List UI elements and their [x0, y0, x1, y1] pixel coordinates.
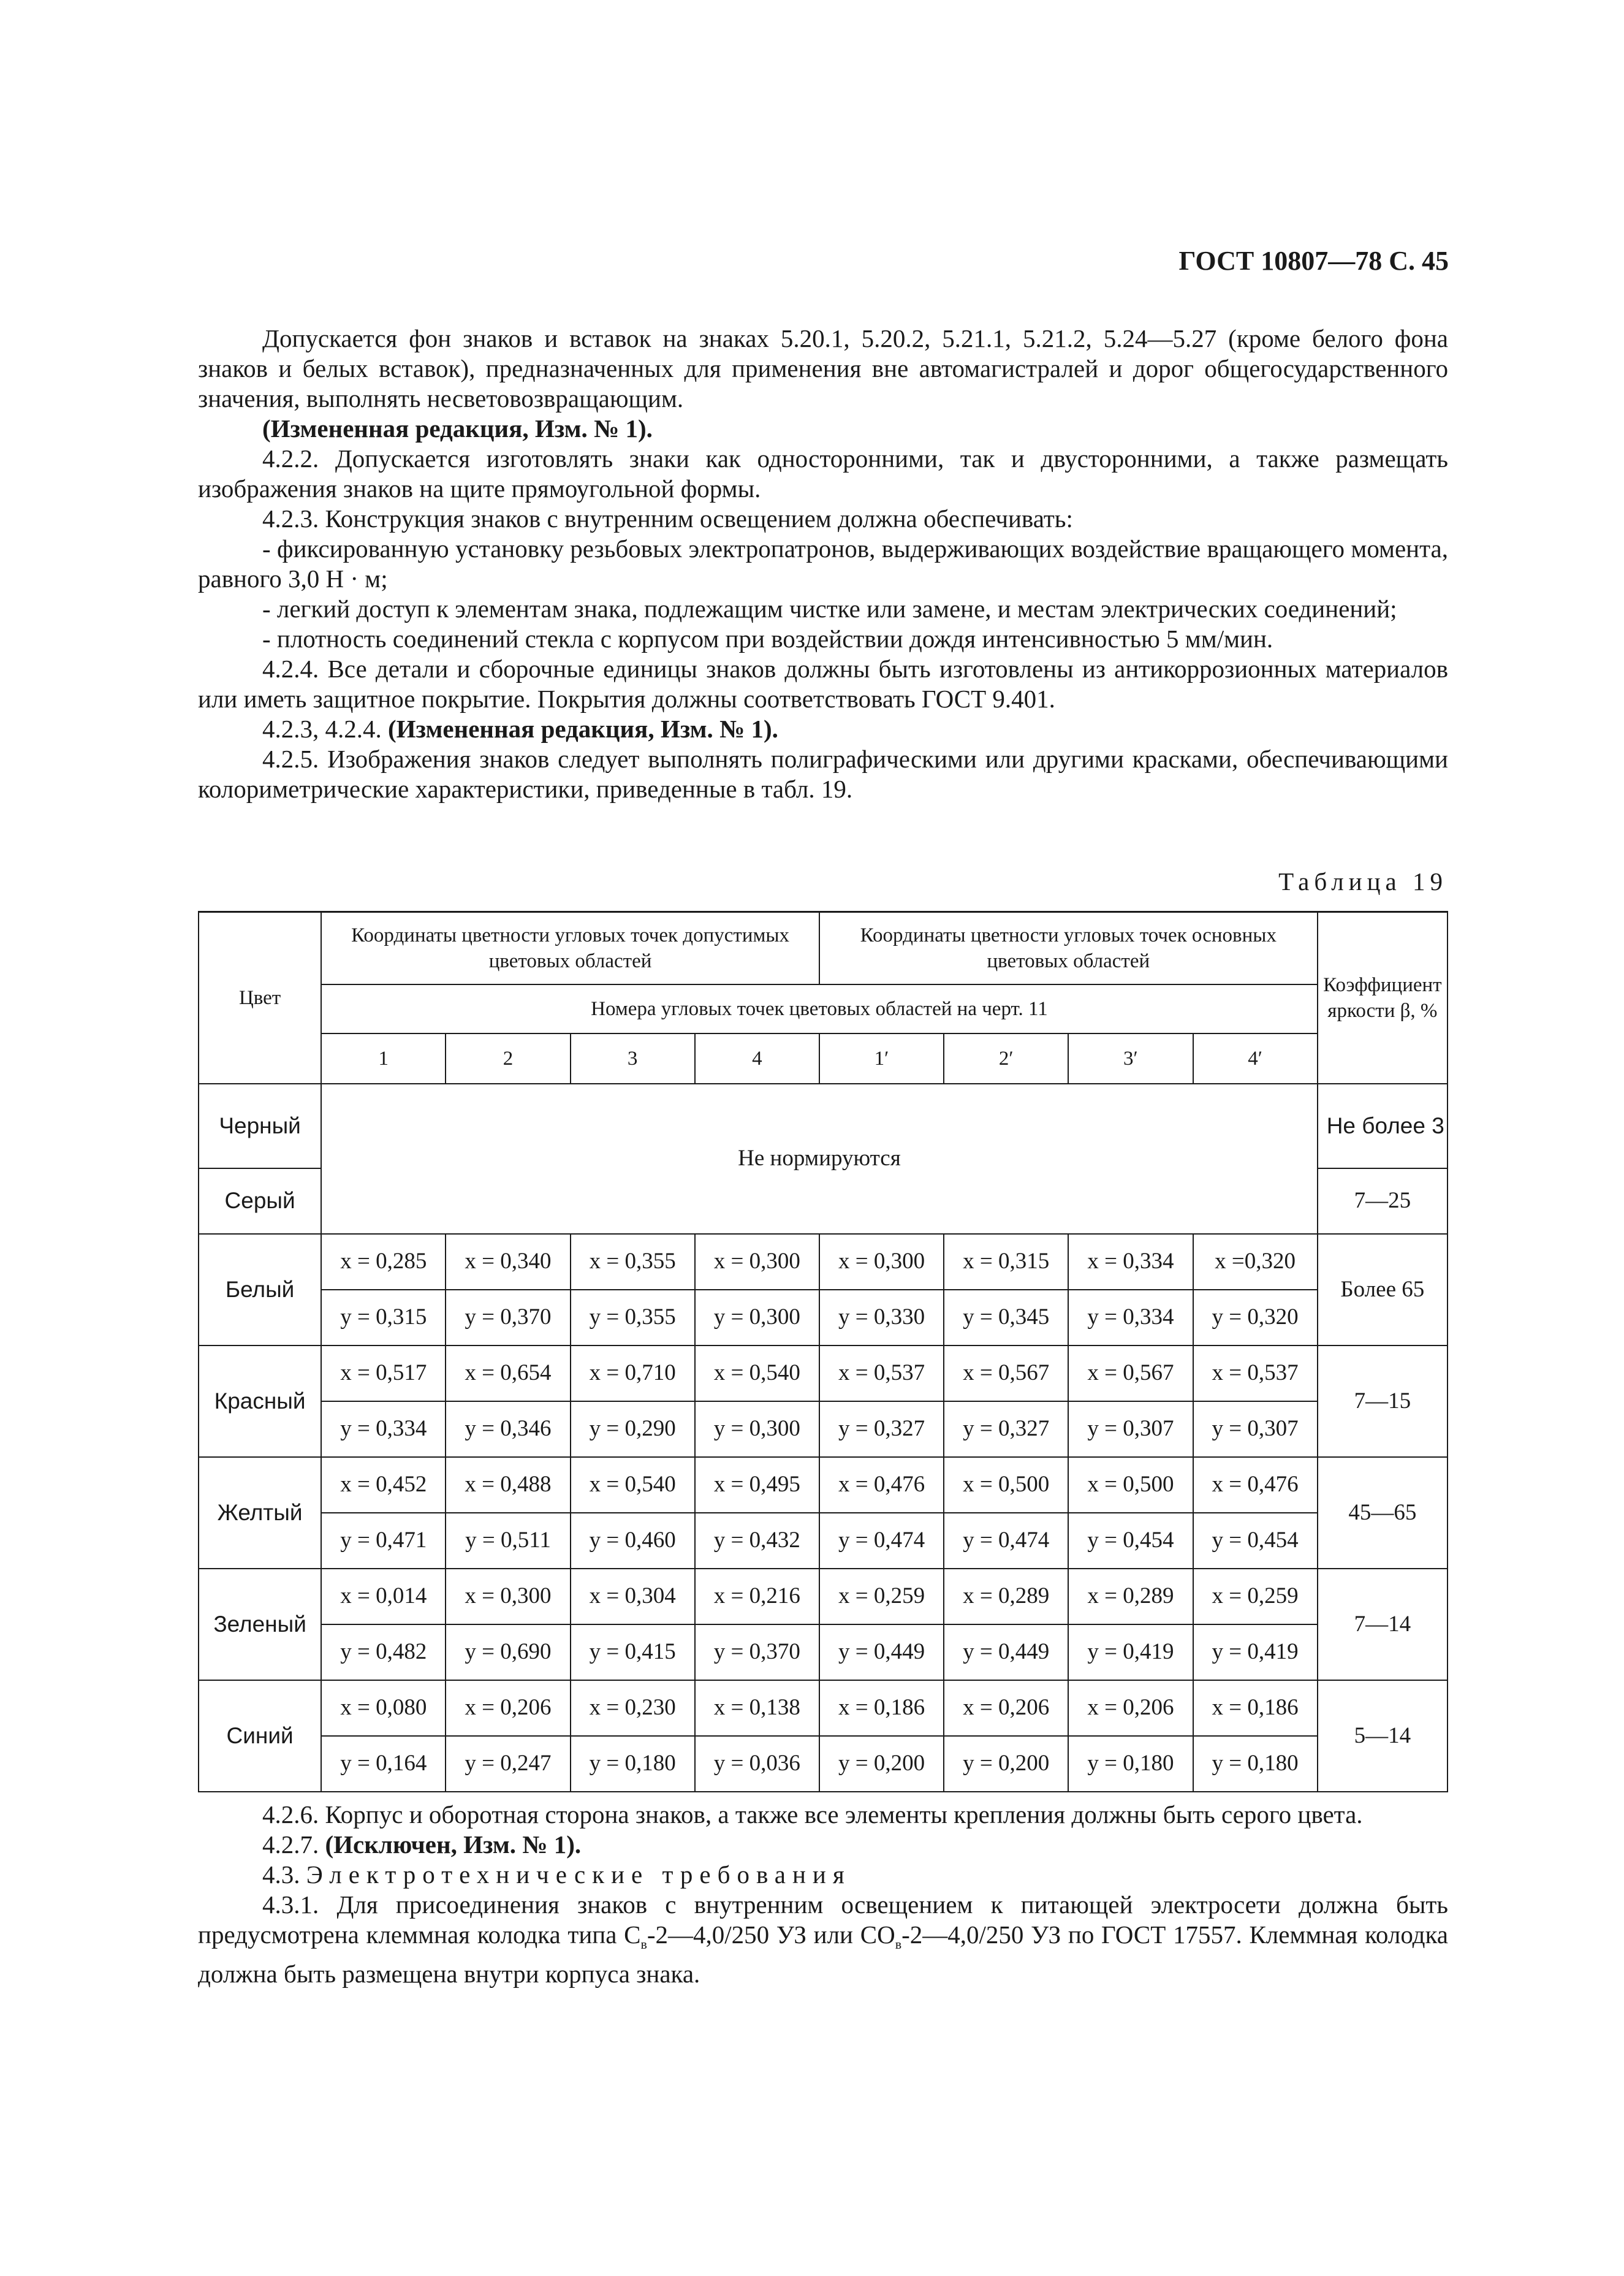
coordinate-cell: x = 0,537: [819, 1345, 944, 1401]
coordinate-cell: y = 0,036: [695, 1736, 819, 1792]
paragraph: Допускается фон знаков и вставок на знаках 5.20.1, 5.20.2, 5.21.1, 5.21.2, 5.24—5.27 (кроме белого фона знаков и белых вставок), предназначенных для применения вне автомагистралей и дорог общегосударственного значения, выполнять несветовозвращающим.: [198, 324, 1448, 413]
coordinate-cell: x = 0,355: [571, 1234, 695, 1290]
coordinate-cell: y = 0,474: [944, 1513, 1068, 1569]
table-row: [199, 1624, 1448, 1680]
header-color: Цвет: [199, 912, 321, 1084]
coordinate-cell: x = 0,495: [695, 1457, 819, 1513]
header-allowed-areas: Координаты цветности угловых точек допустимых цветовых областей: [321, 912, 819, 984]
coordinate-cell: x = 0,654: [446, 1345, 570, 1401]
subscript: в: [640, 1936, 647, 1952]
point-number: 1: [321, 1033, 446, 1084]
coordinate-cell: x = 0,138: [695, 1680, 819, 1736]
coordinate-cell: x = 0,300: [819, 1234, 944, 1290]
coordinate-cell: x = 0,230: [571, 1680, 695, 1736]
point-number: 4: [695, 1033, 819, 1084]
page-header: ГОСТ 10807—78 С. 45: [1178, 246, 1449, 276]
table-row: [199, 1736, 1448, 1792]
coordinate-cell: x = 0,014: [321, 1569, 446, 1624]
coordinate-cell: x = 0,340: [446, 1234, 570, 1290]
color-name: Зеленый: [199, 1569, 321, 1680]
body-text-after-table: [198, 1800, 1448, 1989]
amendment-note: (Исключен, Изм. № 1).: [325, 1830, 582, 1859]
coordinate-cell: y = 0,307: [1193, 1401, 1318, 1457]
subscript: в: [895, 1936, 902, 1952]
coordinate-cell: y = 0,300: [695, 1290, 819, 1345]
coordinate-cell: y = 0,460: [571, 1513, 695, 1569]
coordinate-cell: x = 0,540: [571, 1457, 695, 1513]
paragraph: 4.2.6. Корпус и оборотная сторона знаков, а также все элементы крепления должны быть серого цвета.: [262, 1800, 1363, 1829]
coordinate-cell: y = 0,419: [1193, 1624, 1318, 1680]
coordinate-cell: y = 0,334: [1068, 1290, 1193, 1345]
coordinate-cell: x = 0,300: [695, 1234, 819, 1290]
coordinate-cell: y = 0,180: [1193, 1736, 1318, 1792]
color-name: Желтый: [199, 1457, 321, 1569]
coordinate-cell: y = 0,307: [1068, 1401, 1193, 1457]
coordinate-cell: x = 0,206: [944, 1680, 1068, 1736]
amendment-note: (Измененная редакция, Изм. № 1).: [388, 715, 778, 743]
paragraph: [198, 1890, 1448, 1989]
coordinate-cell: x = 0,710: [571, 1345, 695, 1401]
coordinate-cell: y = 0,200: [944, 1736, 1068, 1792]
point-number: 3′: [1068, 1033, 1193, 1084]
brightness-value: Не более 3: [1318, 1084, 1448, 1168]
color-name: Серый: [199, 1168, 321, 1234]
coordinate-cell: x = 0,476: [1193, 1457, 1318, 1513]
point-number: 3: [571, 1033, 695, 1084]
clause-number: 4.3.: [262, 1860, 300, 1889]
coordinate-cell: y = 0,200: [819, 1736, 944, 1792]
text-fragment: 4.3.1. Для присоединения знаков с внутренним освещением к питающей электросети должна быть предусмотрена клеммная колодка типа С: [198, 1890, 1448, 1949]
point-number-row: [199, 1033, 1448, 1084]
coordinate-cell: y = 0,454: [1068, 1513, 1193, 1569]
amendment-note: (Измененная редакция, Изм. № 1).: [262, 414, 653, 443]
color-name: Белый: [199, 1234, 321, 1345]
coordinate-cell: x = 0,206: [1068, 1680, 1193, 1736]
coordinate-cell: y = 0,482: [321, 1624, 446, 1680]
list-item: - легкий доступ к элементам знака, подлежащим чистке или замене, и местам электрических соединений;: [262, 595, 1397, 623]
point-number: 2: [446, 1033, 570, 1084]
clause-number: 4.2.3, 4.2.4.: [262, 715, 382, 743]
coordinate-cell: y = 0,449: [944, 1624, 1068, 1680]
brightness-value: 5—14: [1318, 1680, 1448, 1792]
coordinate-cell: y = 0,454: [1193, 1513, 1318, 1569]
list-item: - плотность соединений стекла с корпусом при воздействии дождя интенсивностью 5 мм/мин.: [262, 625, 1273, 653]
coordinate-cell: x = 0,289: [1068, 1569, 1193, 1624]
paragraph: 4.2.5. Изображения знаков следует выполнять полиграфическими или другими красками, обеспечивающими колориметрические характеристики, приведенные в табл. 19.: [198, 745, 1448, 803]
coordinate-cell: y = 0,355: [571, 1290, 695, 1345]
coordinate-cell: x = 0,259: [1193, 1569, 1318, 1624]
coordinate-cell: y = 0,415: [571, 1624, 695, 1680]
text-fragment: -2—4,0/250 УЗ или СО: [647, 1920, 895, 1949]
coordinate-cell: x = 0,500: [944, 1457, 1068, 1513]
coordinate-cell: y = 0,370: [446, 1290, 570, 1345]
table-row: [199, 1457, 1448, 1513]
coordinate-cell: y = 0,164: [321, 1736, 446, 1792]
coordinate-cell: y = 0,247: [446, 1736, 570, 1792]
point-number: 2′: [944, 1033, 1068, 1084]
table-row: [199, 1569, 1448, 1624]
table-row: [199, 1401, 1448, 1457]
coordinate-cell: y = 0,327: [819, 1401, 944, 1457]
coordinate-cell: y = 0,345: [944, 1290, 1068, 1345]
coordinate-cell: x = 0,540: [695, 1345, 819, 1401]
color-name: Синий: [199, 1680, 321, 1792]
list-item: - фиксированную установку резьбовых электропатронов, выдерживающих воздействие вращающего момента, равного 3,0 Н · м;: [198, 535, 1448, 593]
paragraph: 4.2.2. Допускается изготовлять знаки как односторонними, так и двусторонними, а также размещать изображения знаков на щите прямоугольной формы.: [198, 444, 1448, 503]
paragraph: [198, 714, 1448, 744]
brightness-value: 45—65: [1318, 1457, 1448, 1569]
coordinate-cell: x = 0,285: [321, 1234, 446, 1290]
coordinate-cell: x = 0,315: [944, 1234, 1068, 1290]
coordinate-cell: y = 0,690: [446, 1624, 570, 1680]
coordinate-cell: y = 0,290: [571, 1401, 695, 1457]
table-caption: Таблица 19: [1278, 867, 1448, 896]
section-heading: [198, 1860, 1448, 1890]
coordinate-cell: y = 0,474: [819, 1513, 944, 1569]
coordinate-cell: x = 0,452: [321, 1457, 446, 1513]
brightness-value: 7—14: [1318, 1569, 1448, 1680]
table-row: [199, 1345, 1448, 1401]
clause-number: 4.2.7.: [262, 1830, 319, 1859]
coordinate-cell: x = 0,289: [944, 1569, 1068, 1624]
coordinate-cell: x = 0,334: [1068, 1234, 1193, 1290]
brightness-value: 7—15: [1318, 1345, 1448, 1457]
not-normed-cell: Не нормируются: [321, 1084, 1318, 1234]
paragraph: 4.2.3. Конструкция знаков с внутренним освещением должна обеспечивать:: [262, 504, 1073, 533]
point-number: 1′: [819, 1033, 944, 1084]
coordinate-cell: x = 0,304: [571, 1569, 695, 1624]
coordinate-cell: x = 0,476: [819, 1457, 944, 1513]
coordinate-cell: y = 0,419: [1068, 1624, 1193, 1680]
coordinate-cell: x = 0,186: [1193, 1680, 1318, 1736]
coordinate-cell: y = 0,180: [1068, 1736, 1193, 1792]
coordinate-cell: y = 0,471: [321, 1513, 446, 1569]
coordinate-cell: x = 0,488: [446, 1457, 570, 1513]
colored-rows: [199, 1234, 1448, 1792]
coordinate-cell: y = 0,320: [1193, 1290, 1318, 1345]
coordinate-cell: x = 0,567: [1068, 1345, 1193, 1401]
coordinate-cell: x = 0,186: [819, 1680, 944, 1736]
coordinate-cell: y = 0,327: [944, 1401, 1068, 1457]
coordinate-cell: y = 0,449: [819, 1624, 944, 1680]
coordinate-cell: y = 0,511: [446, 1513, 570, 1569]
coordinate-cell: y = 0,300: [695, 1401, 819, 1457]
header-point-numbers: Номера угловых точек цветовых областей на черт. 11: [321, 984, 1318, 1033]
color-name: Красный: [199, 1345, 321, 1457]
coordinate-cell: x = 0,300: [446, 1569, 570, 1624]
table-row: [199, 1290, 1448, 1345]
coordinate-cell: x = 0,537: [1193, 1345, 1318, 1401]
paragraph: 4.2.4. Все детали и сборочные единицы знаков должны быть изготовлены из антикоррозионных материалов или иметь защитное покрытие. Покрытия должны соответствовать ГОСТ 9.401.: [198, 655, 1448, 713]
coordinate-cell: y = 0,330: [819, 1290, 944, 1345]
header-brightness-coefficient: Коэффициент яркости β, %: [1318, 912, 1448, 1084]
brightness-value: 7—25: [1318, 1168, 1448, 1234]
coordinate-cell: y = 0,432: [695, 1513, 819, 1569]
coordinate-cell: x = 0,567: [944, 1345, 1068, 1401]
coordinate-cell: y = 0,370: [695, 1624, 819, 1680]
coordinate-cell: x = 0,517: [321, 1345, 446, 1401]
body-text-before-table: [198, 324, 1448, 804]
coordinate-cell: y = 0,180: [571, 1736, 695, 1792]
coordinate-cell: y = 0,346: [446, 1401, 570, 1457]
brightness-value: Более 65: [1318, 1234, 1448, 1345]
table-row: [199, 1513, 1448, 1569]
color-name: Черный: [199, 1084, 321, 1168]
coordinate-cell: y = 0,315: [321, 1290, 446, 1345]
coordinate-cell: x = 0,259: [819, 1569, 944, 1624]
paragraph: [198, 1830, 1448, 1860]
color-coordinates-table: [198, 911, 1448, 1792]
coordinate-cell: x = 0,206: [446, 1680, 570, 1736]
coordinate-cell: x = 0,216: [695, 1569, 819, 1624]
coordinate-cell: x = 0,080: [321, 1680, 446, 1736]
text-fragment: -2—4,0/250 УЗ по ГОСТ 17557. Клеммная колодка должна быть размещена внутри корпуса знака.: [198, 1920, 1448, 1989]
header-main-areas: Координаты цветности угловых точек основных цветовых областей: [819, 912, 1318, 984]
coordinate-cell: y = 0,334: [321, 1401, 446, 1457]
table-row: [199, 1680, 1448, 1736]
table-row: [199, 1234, 1448, 1290]
coordinate-cell: x = 0,500: [1068, 1457, 1193, 1513]
coordinate-cell: x =0,320: [1193, 1234, 1318, 1290]
point-number: 4′: [1193, 1033, 1318, 1084]
section-title: Электротехнические требования: [306, 1860, 851, 1889]
